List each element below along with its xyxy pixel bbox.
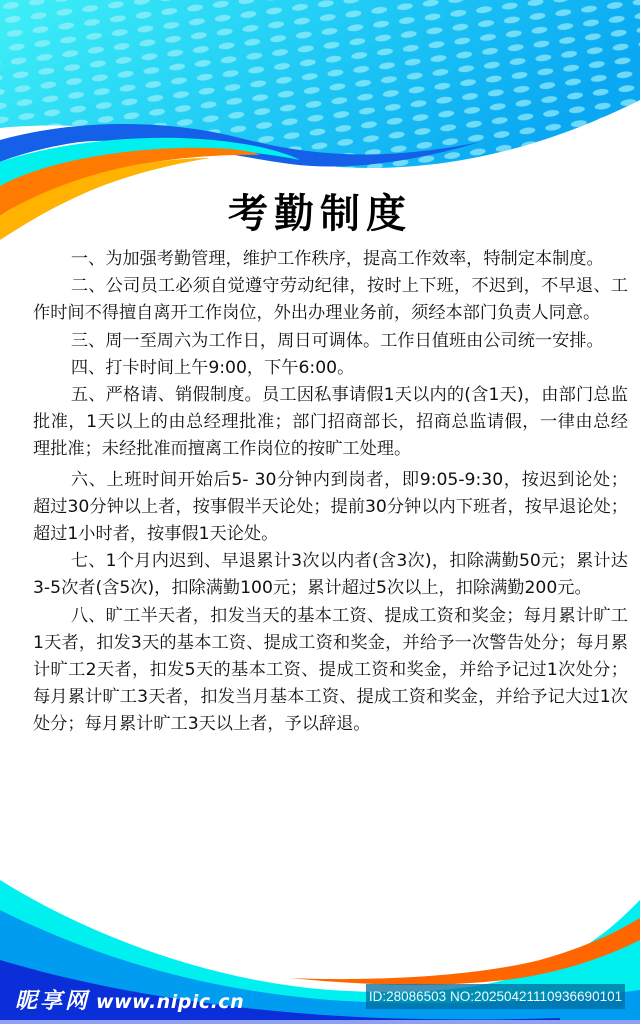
paragraph-8: 八、旷工半天者，扣发当天的基本工资、提成工资和奖金；每月累计旷工1天者，扣发3天的基本工资、提成工资和奖金，并给予一次警告处分；每月累计旷工2天者，扣发5天的基本工资、提成工资和奖金，并给予记过1次处分；每月累计旷工3天者，扣发当月基本工资、提成工资和奖金，并给予记大过1次处分；每月累计旷工3天以上者，予以辞退。 bbox=[33, 605, 628, 735]
document-body bbox=[33, 246, 628, 739]
paragraph-3: 三、周一至周六为工作日，周日可调体。工作日值班由公司统一安排。 bbox=[70, 330, 604, 351]
watermark-logo bbox=[15, 984, 244, 1015]
paragraph-2: 二、公司员工必须自觉遵守劳动纪律，按时上下班，不迟到，不早退、工作时间不得擅自离开工作岗位，外出办理业务前，须经本部门负责人同意。 bbox=[33, 276, 628, 324]
paragraph-6: 六、上班时间开始后5- 30分钟内到岗者，即9:05-9:30，按迟到论处；超过30分钟以上者，按事假半天论处；提前30分钟以内下班者，按早退论处；超过1小时者，按事假1天论处。 bbox=[33, 469, 628, 545]
watermark-logo-url: www.nipic.cn bbox=[96, 991, 245, 1013]
paragraph-7: 七、1个月内迟到、早退累计3次以内者(含3次)，扣除满勤50元；累计达3-5次者(含5次)，扣除满勤100元；累计超过5次以上，扣除满勤200元。 bbox=[33, 551, 628, 599]
paragraph-4: 四、打卡时间上午9:00，下午6:00。 bbox=[70, 357, 355, 378]
paragraph-1: 一、为加强考勤管理，维护工作秩序，提高工作效率，特制定本制度。 bbox=[70, 249, 604, 269]
watermark-logo-cn: 昵享网 bbox=[15, 989, 91, 1014]
image-id-badge: ID:28086503 NO:20250421110936690101 bbox=[366, 984, 625, 1009]
paragraph-5: 五、严格请、销假制度。员工因私事请假1天以内的(含1天)，由部门总监批准，1天以上的由总经理批准；部门招商部长，招商总监请假，一律由总经理批准；未经批准而擅离工作岗位的按旷工处理。 bbox=[33, 385, 628, 460]
page-title: 考勤制度 bbox=[228, 191, 412, 237]
